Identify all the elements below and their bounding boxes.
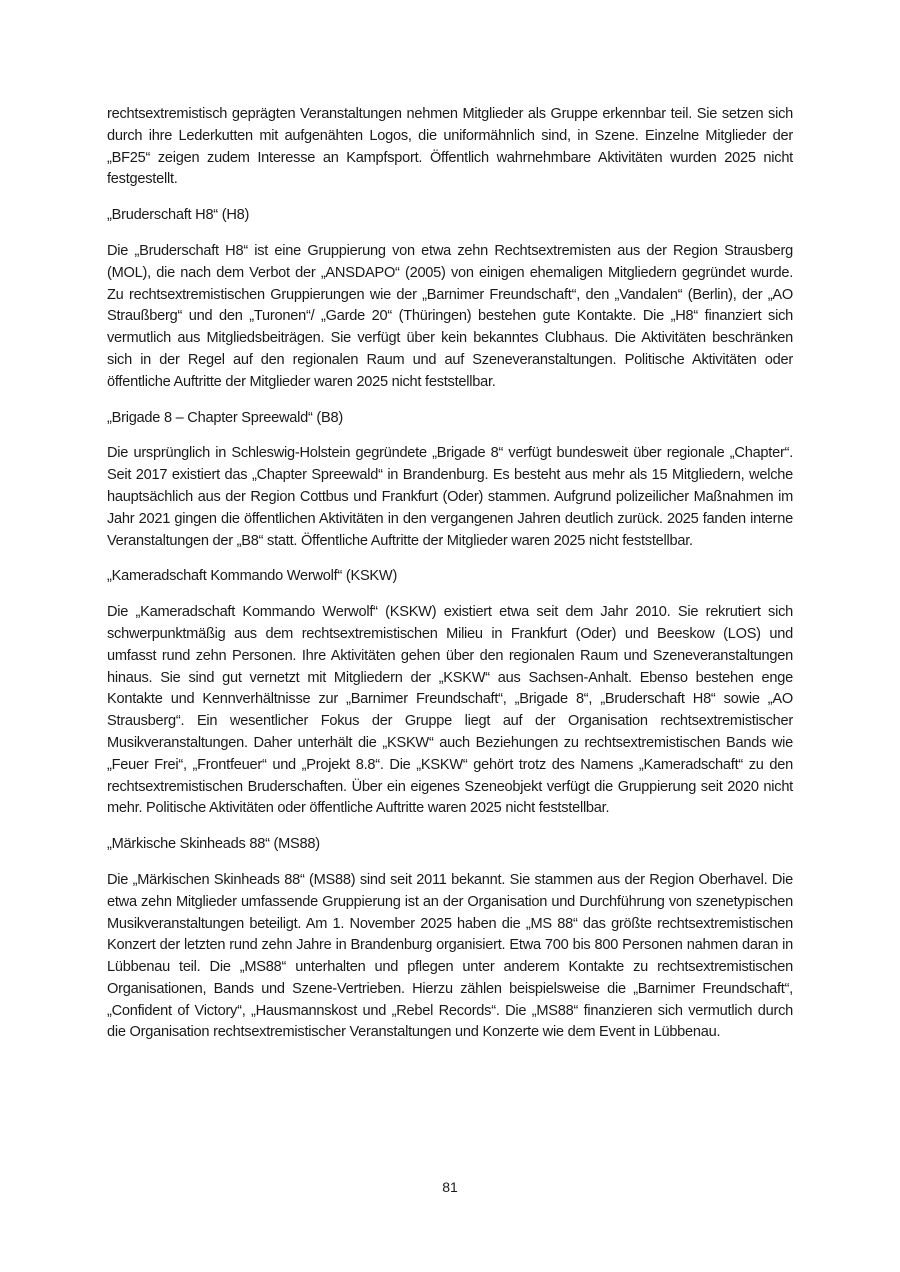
paragraph-ms88: Die „Märkischen Skinheads 88“ (MS88) sind seit 2011 bekannt. Sie stammen aus der Region Oberhavel. Die etwa zehn Mitglieder umfassende Gruppierung ist an der Organisation und Durchführung von szenetypischen Musikveranstaltungen beteiligt. Am 1. November 2025 haben die „MS 88“ das größte rechtsextremistischen Konzert der letzten rund zehn Jahre in Brandenburg organisiert. Etwa 700 bis 800 Personen nahmen daran in Lübbenau teil. Die „MS88“ unterhalten und pflegen unter anderem Kontakte zu rechtsextremistischen Organisationen, Bands und Szene-Vertrieben. Hierzu zählen beispielsweise die „Barnimer Freundschaft“, „Confident of Victory“, „Hausmannskost und „Rebel Records“. Die „MS88“ finanzieren sich vermutlich durch die Organisation rechtsextremistischer Veranstaltungen und Konzerte wie dem Event in Lübbenau.: [107, 871, 793, 1041]
section-heading-h8: „Bruderschaft H8“ (H8): [107, 207, 250, 224]
page-number: 81: [442, 1179, 458, 1195]
document-body: [107, 104, 793, 1058]
paragraph-b8: Die ursprünglich in Schleswig-Holstein gegründete „Brigade 8“ verfügt bundesweit über regionale „Chapter“. Seit 2017 existiert das „Chapter Spreewald“ in Brandenburg. Es besteht aus mehr als 15 Mitgliedern, welche hauptsächlich aus der Region Cottbus und Frankfurt (Oder) stammen. Aufgrund polizeilicher Maßnahmen im Jahr 2021 gingen die öffentlichen Aktivitäten in den vergangenen Jahren deutlich zurück. 2025 fanden interne Veranstaltungen der „B8“ statt. Öffentliche Auftritte der Mitglieder waren 2025 nicht feststellbar.: [107, 445, 793, 549]
section-heading-b8: „Brigade 8 – Chapter Spreewald“ (B8): [107, 409, 343, 426]
paragraph-h8: Die „Bruderschaft H8“ ist eine Gruppierung von etwa zehn Rechtsextremisten aus der Region Strausberg (MOL), die nach dem Verbot der „ANSDAPO“ (2005) von einigen ehemaligen Mitgliedern gegründet wurde. Zu rechtsextremistischen Gruppierungen wie der „Barnimer Freundschaft“, den „Vandalen“ (Berlin), der „AO Straußberg“ und den „Turonen“/ „Garde 20“ (Thüringen) bestehen gute Kontakte. Die „H8“ finanziert sich vermutlich aus Mitgliedsbeiträgen. Sie verfügt über kein bekanntes Clubhaus. Die Aktivitäten beschränken sich in der Regel auf den regionalen Raum und auf Szeneveranstaltungen. Politische Aktivitäten oder öffentliche Auftritte der Mitglieder waren 2025 nicht feststellbar.: [107, 242, 793, 390]
paragraph-bf25-continuation: rechtsextremistisch geprägten Veranstaltungen nehmen Mitglieder als Gruppe erkennbar teil. Sie setzen sich durch ihre Lederkutten mit aufgenähten Logos, die uniformähnlich sind, in Szene. Einzelne Mitglieder der „BF25“ zeigen zudem Interesse an Kampfsport. Öffentlich wahrnehmbare Aktivitäten wurden 2025 nicht festgestellt.: [107, 106, 793, 188]
paragraph-kskw: Die „Kameradschaft Kommando Werwolf“ (KSKW) existiert etwa seit dem Jahr 2010. Sie rekrutiert sich schwerpunktmäßig aus dem rechtsextremistischen Milieu in Frankfurt (Oder) und Beeskow (LOS) und umfasst rund zehn Personen. Ihre Aktivitäten gehen über den regionalen Raum und Szeneveranstaltungen hinaus. Sie sind gut vernetzt mit Mitgliedern der „KSKW“ aus Sachsen-Anhalt. Ebenso bestehen enge Kontakte und Kennverhältnisse zur „Barnimer Freundschaft“, „Brigade 8“, „Bruderschaft H8“ sowie „AO Strausberg“. Ein wesentlicher Fokus der Gruppe liegt auf der Organisation rechtsextremistischer Musikveranstaltungen. Daher unterhält die „KSKW“ auch Beziehungen zu rechtsextremistischen Bands wie „Feuer Frei“, „Frontfeuer“ und „Projekt 8.8“. Die „KSKW“ gehört trotz des Namens „Kameradschaft“ zu den rechtsextremistischen Bruderschaften. Über ein eigenes Szeneobjekt verfügt die Gruppierung seit 2020 nicht mehr. Politische Aktivitäten oder öffentliche Auftritte waren 2025 nicht feststellbar.: [107, 604, 793, 817]
section-heading-kskw: „Kameradschaft Kommando Werwolf“ (KSKW): [107, 568, 398, 585]
section-heading-ms88: „Märkische Skinheads 88“ (MS88): [107, 836, 320, 853]
